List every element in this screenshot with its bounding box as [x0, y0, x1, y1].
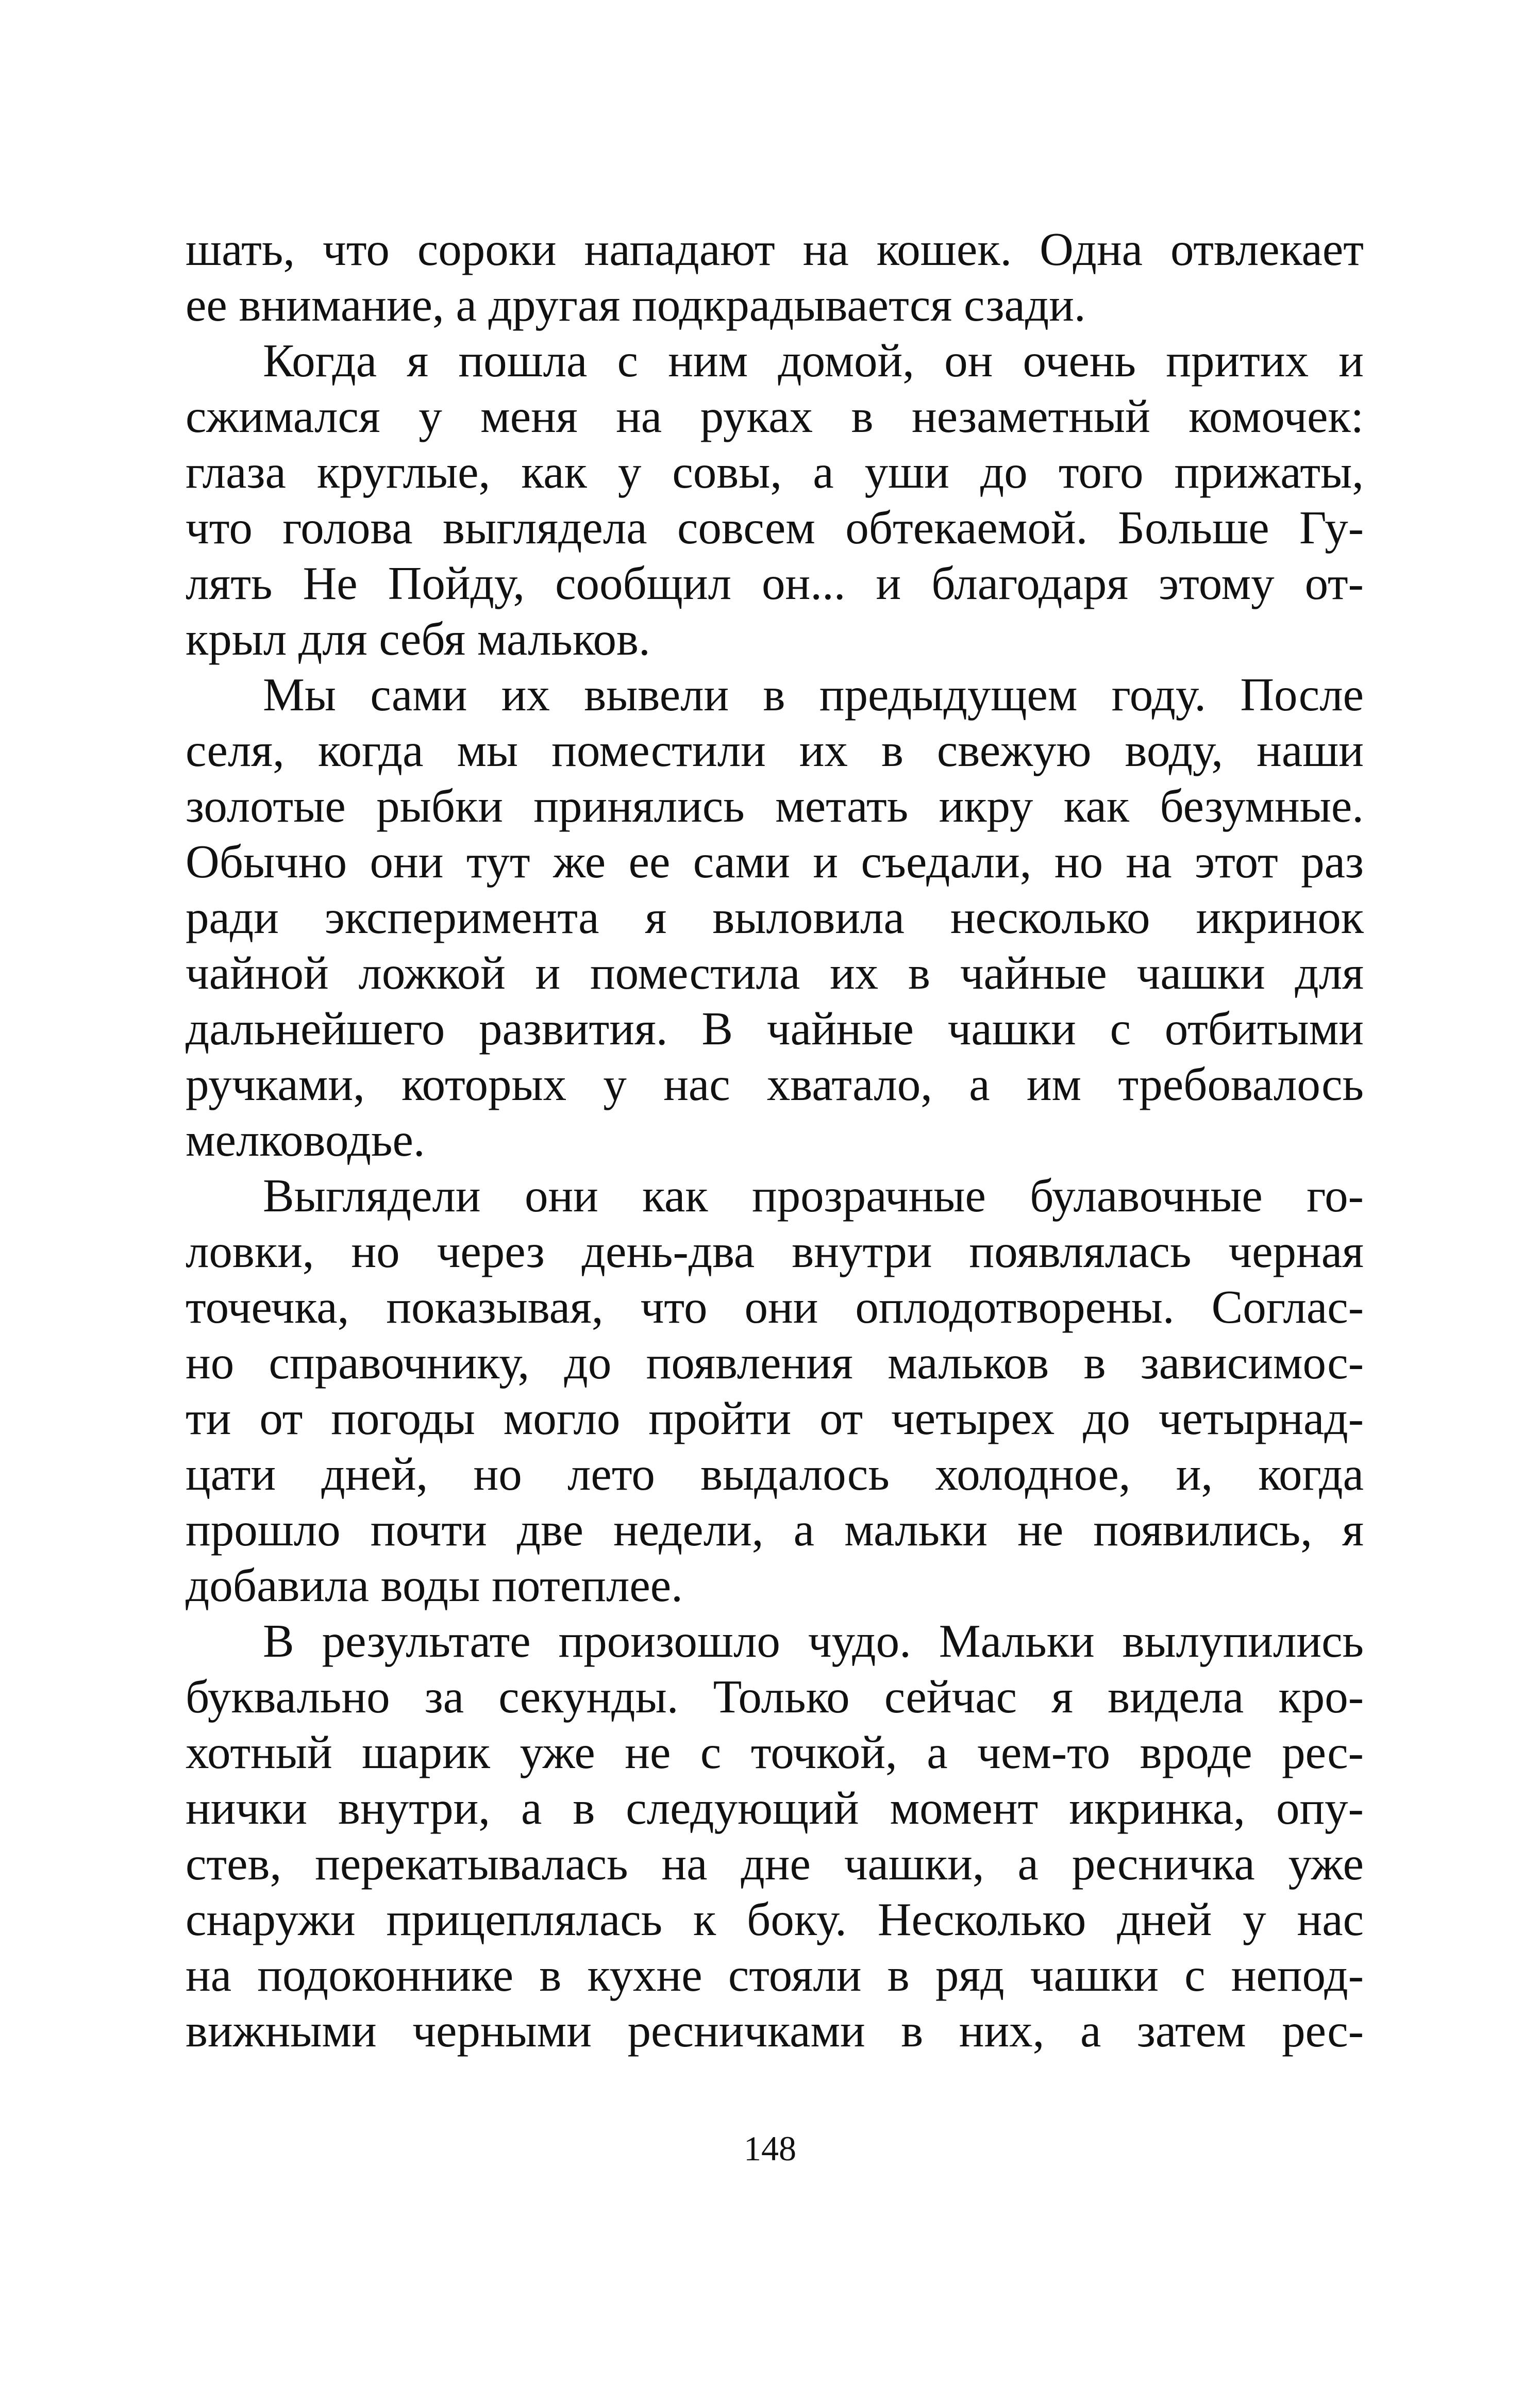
text-line: что голова выглядела совсем обтекаемой. Больше Гу- — [186, 502, 1364, 554]
text-line: ручками, которых у нас хватало, а им требовалось — [186, 1058, 1364, 1110]
text-line: Обычно они тут же ее сами и съедали, но на этот раз — [186, 836, 1364, 888]
text-line: Когда я пошла с ним домой, он очень притих и — [263, 335, 1364, 387]
text-line: В результате произошло чудо. Мальки вылупились — [263, 1615, 1364, 1667]
text-line: Мы сами их вывели в предыдущем году. После — [263, 669, 1364, 721]
text-line: нички внутри, а в следующий момент икринка, опу- — [186, 1782, 1364, 1834]
text-line: Выглядели они как прозрачные булавочные го- — [263, 1170, 1364, 1222]
text-line: ловки, но через день-два внутри появлялась черная — [186, 1225, 1364, 1277]
text-line: ее внимание, а другая подкрадывается сзади. — [186, 279, 1086, 331]
text-line: на подоконнике в кухне стояли в ряд чашки с непод- — [186, 1949, 1364, 2001]
text-line: дальнейшего развития. В чайные чашки с отбитыми — [186, 1003, 1364, 1055]
text-line: шать, что сороки нападают на кошек. Одна отвлекает — [186, 223, 1364, 275]
body-text — [186, 222, 1364, 2059]
text-line: буквально за секунды. Только сейчас я видела кро- — [186, 1671, 1364, 1723]
text-line: снаружи прицеплялась к боку. Несколько дней у нас — [186, 1893, 1364, 1945]
text-line: ради эксперимента я выловила несколько икринок — [186, 891, 1364, 943]
text-line: крыл для себя мальков. — [186, 613, 650, 665]
text-line: мелководье. — [186, 1114, 425, 1166]
text-line: селя, когда мы поместили их в свежую воду, наши — [186, 724, 1364, 776]
text-line: хотный шарик уже не с точкой, а чем-то вроде рес- — [186, 1726, 1364, 1778]
text-line: чайной ложкой и поместила их в чайные чашки для — [186, 947, 1364, 999]
text-line: прошло почти две недели, а мальки не появились, я — [186, 1504, 1364, 1556]
text-line: добавила воды потеплее. — [186, 1559, 683, 1611]
text-line: цати дней, но лето выдалось холодное, и, когда — [186, 1448, 1364, 1500]
text-line: точечка, показывая, что они оплодотворены. Соглас- — [186, 1281, 1364, 1333]
text-line: лять Не Пойду, сообщил он... и благодаря этому от- — [186, 557, 1364, 609]
page-number: 148 — [744, 2129, 796, 2168]
text-line: сжимался у меня на руках в незаметный комочек: — [186, 390, 1364, 442]
text-line: но справочнику, до появления мальков в зависимос- — [186, 1337, 1364, 1389]
text-line: глаза круглые, как у совы, а уши до того прижаты, — [186, 446, 1364, 498]
text-line: вижными черными ресничками в них, а затем рес- — [186, 2005, 1364, 2057]
text-line: стев, перекатывалась на дне чашки, а ресничка уже — [186, 1838, 1364, 1890]
text-line: ти от погоды могло пройти от четырех до четырнад- — [186, 1392, 1364, 1444]
text-line: золотые рыбки принялись метать икру как безумные. — [186, 780, 1364, 832]
